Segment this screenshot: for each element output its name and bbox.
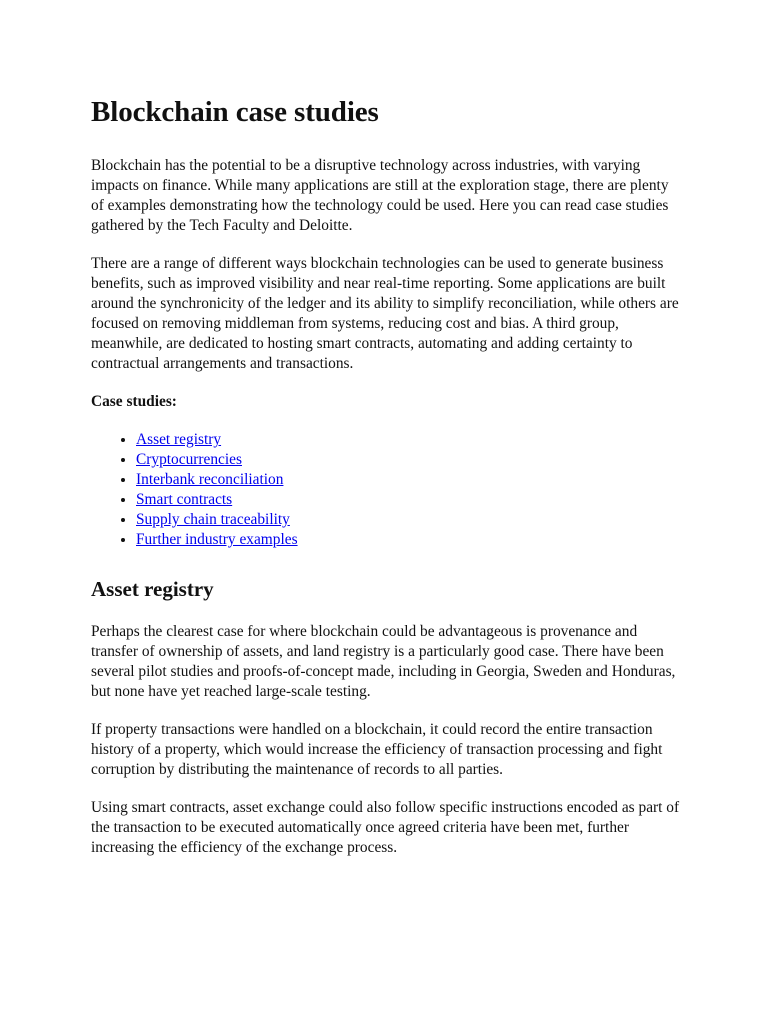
list-item [136,450,681,470]
asset-registry-paragraph-3: Using smart contracts, asset exchange could also follow specific instructions encoded as part of the transaction to be executed automatically once agreed criteria have been met, further increasing the efficiency of the exchange process. [91,799,680,856]
link-smart-contracts[interactable]: Smart contracts [136,491,233,508]
intro-paragraph-2: There are a range of different ways blockchain technologies can be used to generate business benefits, such as improved visibility and near real-time reporting. Some applications are built around the synchronicity of the ledger and its ability to simplify reconciliation, while others are focused on removing middleman from systems, reducing cost and bias. A third group, meanwhile, are dedicated to hosting smart contracts, automating and adding certainty to contractual arrangements and transactions. [91,255,679,372]
case-studies-label: Case studies: [91,393,177,410]
list-item [136,430,681,450]
link-further-industry-examples[interactable]: Further industry examples [136,531,298,548]
link-cryptocurrencies[interactable]: Cryptocurrencies [136,451,242,468]
link-supply-chain-traceability[interactable]: Supply chain traceability [136,511,290,528]
asset-registry-paragraph-1: Perhaps the clearest case for where blockchain could be advantageous is provenance and transfer of ownership of assets, and land registry is a particularly good case. There have been several pilot studies and proofs-of-concept made, including in Georgia, Sweden and Honduras, but none have yet reached large-scale testing. [91,623,676,700]
asset-registry-paragraph-2: If property transactions were handled on a blockchain, it could record the entire transaction history of a property, which would increase the efficiency of transaction processing and fight corruption by distributing the maintenance of records to all parties. [91,721,663,778]
list-item [136,530,681,550]
link-interbank-reconciliation[interactable]: Interbank reconciliation [136,471,284,488]
intro-paragraph-1: Blockchain has the potential to be a disruptive technology across industries, with varying impacts on finance. While many applications are still at the exploration stage, there are plenty of examples demonstrating how the technology could be used. Here you can read case studies gathered by the Tech Faculty and Deloitte. [91,157,669,234]
link-asset-registry[interactable]: Asset registry [136,431,222,448]
case-studies-list [91,430,681,550]
list-item [136,470,681,490]
list-item [136,510,681,530]
section-heading-asset-registry: Asset registry [91,577,214,601]
list-item [136,490,681,510]
page-title: Blockchain case studies [91,96,379,128]
document-page [91,94,681,876]
